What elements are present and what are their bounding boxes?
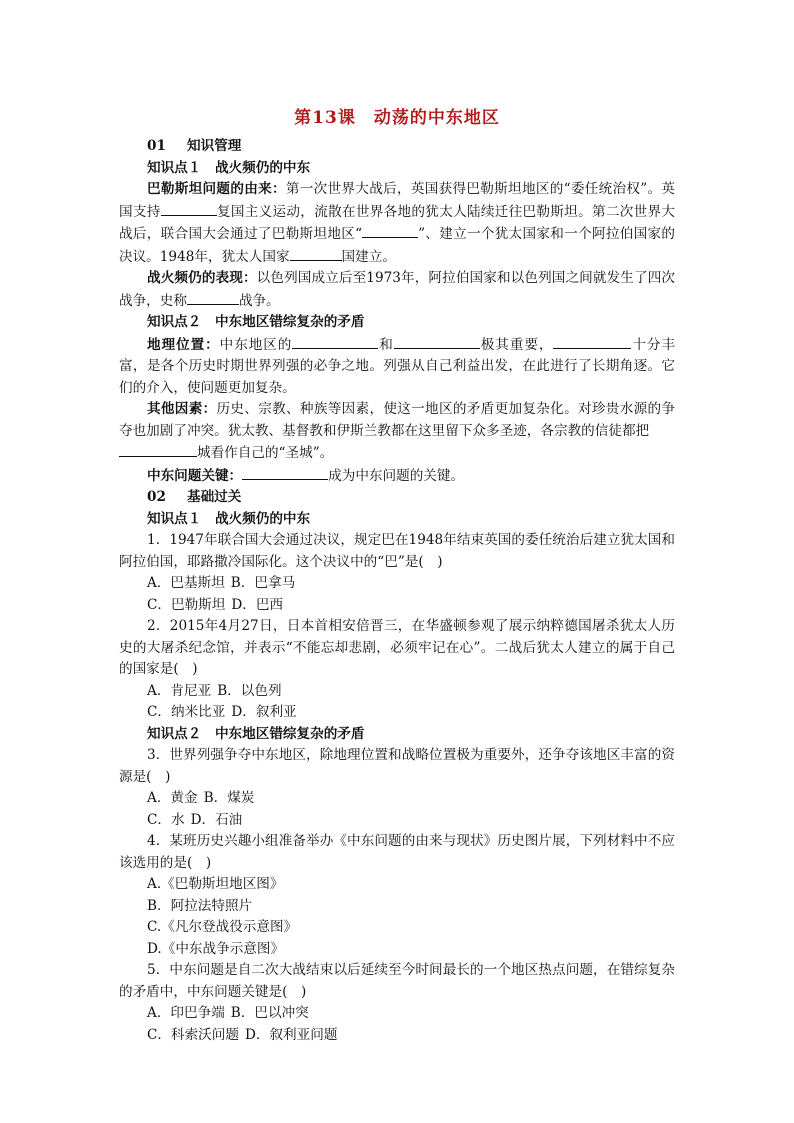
war-text-2: 战争。 [238,292,280,309]
other-text-2: 城看作自己的“圣城”。 [197,445,334,461]
question-4-stem: 4．某班历史兴趣小组准备举办《中东问题的由来与现状》历史图片展，下列材料中不应该选用的是( ) [119,833,675,871]
document-page [119,104,675,1046]
question-5-options-ab [119,1003,675,1025]
section-number: 01 [147,138,166,154]
option-a[interactable]: A．肯尼亚 [147,682,212,699]
question-2-stem: 2．2015年4月27日，日本首相安倍晋三，在华盛顿参观了展示纳粹德国屠杀犹太人历史的大屠杀纪念馆，并表示“不能忘却悲剧，必须牢记在心”。二战后犹太人建立的属于自己的国家是( ) [119,618,675,677]
question-5-options-cd [119,1025,675,1047]
blank-holy-city[interactable] [119,442,197,457]
knowledge-point-1b: 知识点１ 战火频仍的中东 [147,510,311,527]
origin-label: 巴勒斯坦问题的由来： [147,181,286,197]
option-c[interactable]: C.《凡尔登战役示意图》 [147,919,298,935]
origin-paragraph [119,179,675,268]
other-label: 其他因素： [147,401,217,417]
question-5-stem: 5．中东问题是自二次大战结束以后延续至今时间最长的一个地区热点问题，在错综复杂的矛盾中，中东问题关键是( ) [119,962,675,1000]
option-d[interactable]: D.《中东战争示意图》 [147,940,285,957]
other-paragraph [119,399,675,465]
question-2-options-cd [119,702,675,724]
geo-text-3: 极其重要， [479,336,554,353]
origin-text-2: 复国主义运动，流散在世界各地的犹太人陆续迁往巴勒斯坦。第二次世界大战后，联合国大会通过了巴勒斯坦地区“ [119,203,676,242]
option-a[interactable]: A．印巴争端 [147,1005,225,1021]
section-heading-2 [119,487,675,509]
question-1-stem: 1．1947年联合国大会通过决议，规定巴在1948年结束英国的委任统治后建立犹太国和阿拉伯国，耶路撒冷国际化。这个决议中的“巴”是( ) [119,532,675,570]
lesson-title: 第13课 动荡的中东地区 [294,108,500,128]
blank-key[interactable] [242,465,328,480]
geo-text-1: 中东地区的 [219,336,293,353]
blank-zionism[interactable] [161,201,217,216]
geo-text-2: 和 [378,336,394,353]
key-paragraph [119,465,675,488]
war-text-1: 以色列国成立后至1973年，阿拉伯国家和以色列国之间就发生了四次战争，史称 [119,270,676,309]
option-b[interactable]: B．巴以冲突 [230,1005,309,1021]
option-b[interactable]: B．巴拿马 [230,575,296,591]
option-a[interactable]: A.《巴勒斯坦地区图》 [147,876,284,892]
question-3-options-ab [119,788,675,810]
geo-label: 地理位置： [147,336,220,353]
key-text-1: 成为中东问题的关键。 [328,467,465,484]
war-label: 战火频仍的表现： [147,270,257,286]
option-d[interactable]: D．叙利亚 [231,704,297,720]
section-heading-1 [119,136,675,158]
geo-text-4: 十分丰富，是各个历史时期世界列强的必争之地。列强从自己利益出发，在此进行了长期角逐。它们的介入，使问题更加复杂。 [119,336,676,396]
blank-geo-1[interactable] [292,334,378,349]
option-b[interactable]: B．阿拉法特照片 [147,897,253,914]
knowledge-point-2b: 知识点２ 中东地区错综复杂的矛盾 [147,725,365,742]
option-c[interactable]: C．水 [147,811,185,828]
option-c[interactable]: C．巴勒斯坦 [147,596,226,613]
question-2-options-ab [119,681,675,703]
knowledge-point-2: 知识点２ 中东地区错综复杂的矛盾 [147,314,365,330]
question-1-options-cd [119,595,675,617]
section-number: 02 [147,489,166,505]
origin-text-1: 第一次世界大战后，英国获得巴勒斯坦地区的“委任统治权”。英国支持 [119,181,676,220]
option-d[interactable]: D．石油 [190,811,243,828]
section-label: 知识管理 [187,138,242,154]
origin-text-3: ”、建立一个犹太国家和一个阿拉伯国家的决议。1948年，犹太人国家 [119,226,676,265]
blank-war-name[interactable] [187,290,239,305]
key-label: 中东问题关键： [147,467,243,484]
blank-israel[interactable] [290,246,342,261]
option-c[interactable]: C．科索沃问题 [147,1026,239,1043]
knowledge-point-1: 知识点１ 战火频仍的中东 [147,159,311,176]
question-3-stem: 3．世界列强争夺中东地区，除地理位置和战略位置极为重要外，还争夺该地区丰富的资源是( ) [119,747,675,785]
option-d[interactable]: D．巴西 [231,596,284,613]
war-paragraph [119,268,675,312]
other-text-1: 历史、宗教、种族等因素，使这一地区的矛盾更加复杂化。对珍贵水源的争夺也加剧了冲突。犹太教、基督教和伊斯兰教都在这里留下众多圣迹，各宗教的信徒都把 [119,401,675,439]
option-b[interactable]: B．以色列 [217,682,282,699]
blank-partition[interactable] [362,223,418,238]
option-b[interactable]: B．煤炭 [203,790,255,806]
option-a[interactable]: A．巴基斯坦 [147,575,225,591]
blank-geo-2[interactable] [394,334,480,349]
option-d[interactable]: D．叙利亚问题 [244,1026,338,1043]
option-c[interactable]: C．纳米比亚 [147,704,226,720]
question-1-options-ab [119,573,675,595]
geo-paragraph [119,334,675,400]
option-a[interactable]: A．黄金 [147,790,198,806]
origin-text-4: 国建立。 [341,248,396,265]
question-3-options-cd [119,810,675,832]
section-label: 基础过关 [187,489,242,505]
blank-geo-3[interactable] [553,334,631,349]
